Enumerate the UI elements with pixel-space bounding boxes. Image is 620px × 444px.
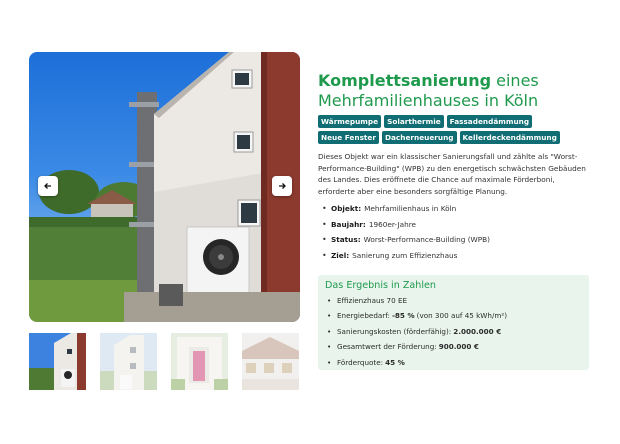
gallery-prev-button[interactable] <box>38 176 58 196</box>
arrow-right-icon <box>277 181 287 191</box>
thumbnail-roof[interactable] <box>242 333 299 390</box>
bullet-icon: • <box>322 235 327 245</box>
tag-kellerdeckendaemmung[interactable]: Kellerdeckendämmung <box>460 131 560 144</box>
bullet-icon: • <box>327 342 332 352</box>
arrow-left-icon <box>43 181 53 191</box>
thumbnail-heat-pump[interactable] <box>29 333 86 390</box>
fact-value: Worst-Performance-Building (WPB) <box>363 235 491 245</box>
tag-fassadendaemmung[interactable]: Fassadendämmung <box>447 115 532 128</box>
page-title-strong: Komplettsanierung <box>318 71 492 90</box>
result-item <box>325 342 582 351</box>
thumbnail-red-door[interactable] <box>171 333 228 390</box>
tag-dacherneuerung[interactable]: Dacherneuerung <box>382 131 457 144</box>
fact-value: Sanierung zum Effizienzhaus <box>352 250 458 260</box>
tag-list <box>318 115 590 144</box>
facts-list <box>322 204 590 266</box>
bullet-icon: • <box>327 357 332 367</box>
fact-label: Objekt: <box>331 204 362 213</box>
tag-waermepumpe[interactable]: Wärmepumpe <box>318 115 381 128</box>
result-value: 900.000 € <box>438 342 479 352</box>
results-box <box>318 275 589 370</box>
bullet-icon: • <box>327 326 332 336</box>
bullet-icon: • <box>322 250 327 260</box>
results-title: Das Ergebnis in Zahlen <box>325 280 437 291</box>
thumbnail-facade[interactable] <box>100 333 157 390</box>
result-value: 45 % <box>385 357 405 367</box>
bullet-icon: • <box>327 311 332 321</box>
fact-value: 1960er-Jahre <box>368 219 417 229</box>
result-text: Energiebedarf: <box>337 311 390 321</box>
result-item <box>325 296 582 305</box>
bullet-icon: • <box>322 219 327 229</box>
result-note: (von 300 auf 45 kWh/m²) <box>416 311 508 321</box>
result-item <box>325 311 582 320</box>
gallery-next-button[interactable] <box>272 176 292 196</box>
fact-label: Ziel: <box>331 250 350 260</box>
intro-paragraph: Dieses Objekt war ein klassischer Sanierungsfall und zählte als "Worst-Performance-Building" (WPB) zu den energetisch schwächsten Gebäuden des Landes. Dies eröffnete die Chance auf maximale Förderboni, erforderte aber eine besonders sorgfältige Planung. <box>318 152 586 196</box>
result-text: Gesamtwert der Förderung: <box>337 342 437 352</box>
bullet-icon: • <box>322 204 327 213</box>
results-list <box>325 296 582 367</box>
tag-solarthermie[interactable]: Solarthermie <box>384 115 444 128</box>
result-text: Förderquote: <box>337 357 384 367</box>
bullet-icon: • <box>327 296 332 305</box>
fact-item <box>322 204 590 214</box>
result-text: Effizienzhaus 70 EE <box>337 296 408 305</box>
fact-item <box>322 235 590 245</box>
result-item <box>325 327 582 336</box>
tag-neue-fenster[interactable]: Neue Fenster <box>318 131 379 144</box>
fact-value: Mehrfamilienhaus in Köln <box>364 204 457 213</box>
page-title <box>318 71 588 111</box>
main-gallery-image <box>29 52 300 322</box>
result-text: Sanierungskosten (förderfähig): <box>337 326 452 336</box>
fact-item <box>322 251 590 261</box>
result-value: -85 % <box>391 311 415 321</box>
result-value: 2.000.000 € <box>453 326 502 336</box>
fact-label: Baujahr: <box>331 219 366 229</box>
fact-item <box>322 220 590 230</box>
fact-label: Status: <box>331 235 361 245</box>
result-item <box>325 358 582 367</box>
page-title-rest: eines Mehrfamilienhauses in Köln <box>318 71 539 110</box>
